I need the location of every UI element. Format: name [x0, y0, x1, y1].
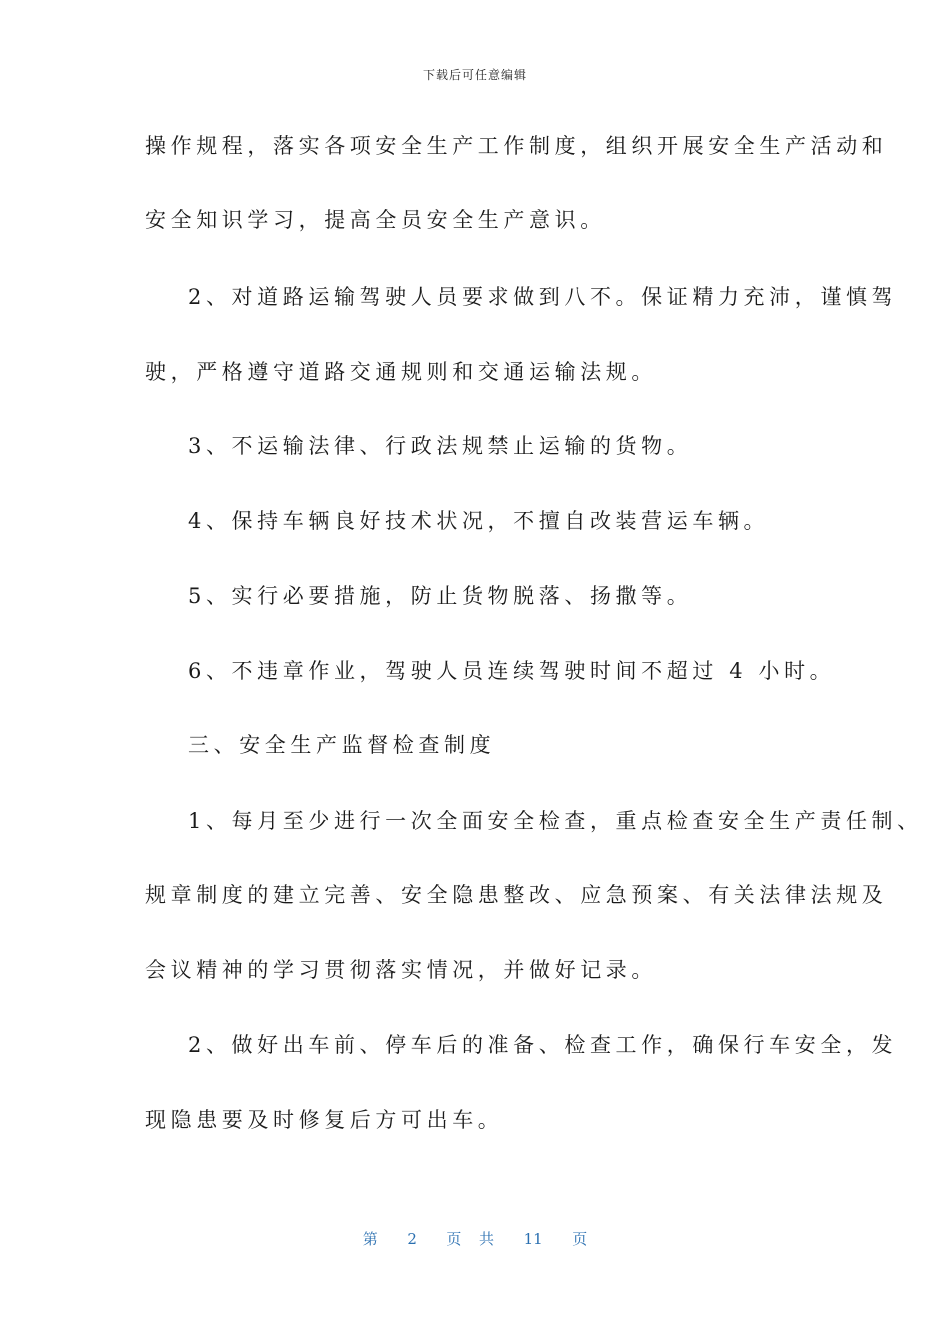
footer-total-pages: 11: [523, 1230, 543, 1248]
body-line-2: 安全知识学习，提高全员安全生产意识。: [145, 208, 606, 232]
section-heading: 三、安全生产监督检查制度: [188, 733, 496, 757]
body-line-3: 2、对道路运输驾驶人员要求做到八不。保证精力充沛，谨慎驾: [188, 285, 898, 309]
body-line-8: 6、不违章作业，驾驶人员连续驾驶时间不超过 4 小时。: [188, 659, 836, 683]
footer-page-word: 页: [446, 1230, 462, 1248]
body-line-11: 规章制度的建立完善、安全隐患整改、应急预案、有关法律法规及: [145, 883, 888, 907]
footer-total-word: 页: [572, 1230, 588, 1248]
body-line-6: 4、保持车辆良好技术状况，不擅自改装营运车辆。: [188, 509, 770, 533]
body-line-10: 1、每月至少进行一次全面安全检查，重点检查安全生产责任制、: [188, 809, 923, 833]
footer-total-label: 共: [479, 1230, 495, 1248]
body-line-7: 5、实行必要措施，防止货物脱落、扬撒等。: [188, 584, 693, 608]
page-footer: [0, 1228, 950, 1249]
body-line-12: 会议精神的学习贯彻落实情况，并做好记录。: [145, 958, 657, 982]
footer-page-number: 2: [407, 1230, 417, 1248]
body-line-14: 现隐患要及时修复后方可出车。: [145, 1108, 504, 1132]
footer-page-label: 第: [362, 1230, 378, 1248]
body-line-1: 操作规程，落实各项安全生产工作制度，组织开展安全生产活动和: [145, 134, 888, 158]
body-line-5: 3、不运输法律、行政法规禁止运输的货物。: [188, 434, 693, 458]
page-header: 下载后可任意编辑: [422, 68, 527, 82]
body-line-13: 2、做好出车前、停车后的准备、检查工作，确保行车安全，发: [188, 1033, 898, 1057]
body-line-4: 驶，严格遵守道路交通规则和交通运输法规。: [145, 360, 657, 384]
